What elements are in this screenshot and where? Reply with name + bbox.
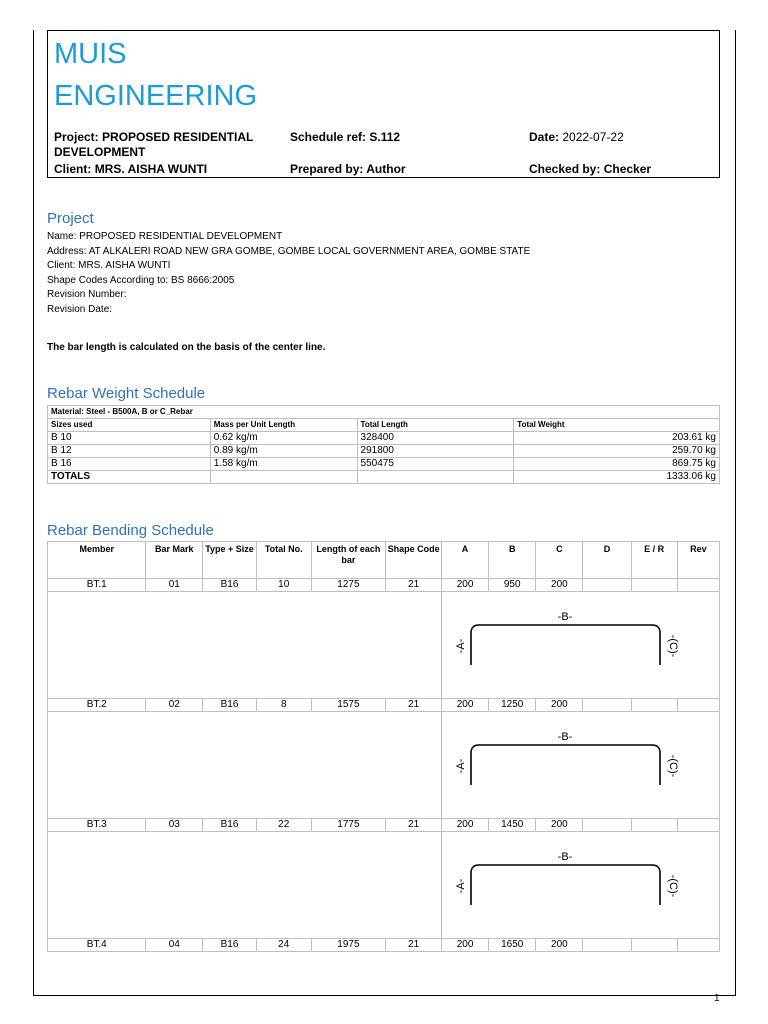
header-cell: Total Weight: [514, 419, 720, 432]
header-cell: Type + Size: [203, 542, 257, 579]
checked-label: Checked by:: [529, 162, 601, 176]
shape-label-c: -(C)-: [666, 754, 679, 778]
length-cell: 328400: [357, 432, 514, 445]
bending-cell: [677, 579, 719, 592]
bending-cell: [583, 579, 631, 592]
bending-cell: 200: [536, 579, 583, 592]
weight-cell: 203.61 kg: [514, 432, 720, 445]
bending-cell: 200: [441, 819, 488, 832]
bending-cell: [583, 819, 631, 832]
size-cell: B 10: [48, 432, 211, 445]
mass-cell: 0.62 kg/m: [210, 432, 357, 445]
header-cell: Mass per Unit Length: [210, 419, 357, 432]
shape-row: [48, 832, 720, 939]
shape-blank-cell: [48, 592, 442, 699]
company-line-2: ENGINEERING: [54, 80, 258, 112]
bending-cell: [583, 699, 631, 712]
prepared-label: Prepared by:: [290, 162, 364, 176]
project-value: PROPOSED RESIDENTIAL DEVELOPMENT: [54, 130, 254, 159]
bending-cell: 10: [256, 579, 311, 592]
bending-cell: 02: [146, 699, 203, 712]
weight-row: [48, 445, 720, 458]
bending-cell: 21: [386, 699, 442, 712]
bending-cell: [677, 819, 719, 832]
project-info: [47, 230, 530, 317]
shape-21-diagram: [442, 593, 719, 697]
company-name: [54, 33, 257, 117]
length-cell: 291800: [357, 445, 514, 458]
date-label: Date:: [529, 130, 560, 144]
bending-cell: 21: [386, 819, 442, 832]
bending-cell: [631, 579, 677, 592]
bending-row: [48, 819, 720, 832]
bending-cell: B16: [203, 579, 257, 592]
bending-cell: B16: [203, 699, 257, 712]
bending-schedule-title: Rebar Bending Schedule: [47, 522, 214, 539]
header-checked: [529, 162, 651, 177]
bending-cell: [631, 939, 677, 952]
client-label: Client:: [54, 162, 92, 176]
bending-cell: 1450: [489, 819, 536, 832]
weight-schedule-title: Rebar Weight Schedule: [47, 385, 206, 402]
shape-21-diagram: [442, 713, 719, 817]
header-cell: Length of each bar: [311, 542, 386, 579]
weight-cell: 869.75 kg: [514, 458, 720, 471]
checked-value: Checker: [603, 162, 652, 176]
shape-label-c: -(C)-: [666, 634, 679, 658]
shape-label-b: -B-: [557, 851, 573, 863]
mass-cell: 0.89 kg/m: [210, 445, 357, 458]
header-cell: B: [489, 542, 536, 579]
project-section-title: Project: [47, 210, 94, 227]
bending-cell: 200: [536, 939, 583, 952]
shape-diagram-cell: [441, 832, 719, 939]
shape-row: [48, 592, 720, 699]
bending-cell: BT.4: [48, 939, 146, 952]
info-line: Name: PROPOSED RESIDENTIAL DEVELOPMENT: [47, 231, 283, 242]
bending-cell: 1975: [311, 939, 386, 952]
bending-cell: B16: [203, 819, 257, 832]
bending-cell: 950: [489, 579, 536, 592]
bending-cell: 24: [256, 939, 311, 952]
date-value: 2022-07-22: [562, 130, 624, 144]
size-cell: B 16: [48, 458, 211, 471]
bending-cell: [677, 939, 719, 952]
totals-label: TOTALS: [48, 471, 211, 484]
bending-row: [48, 579, 720, 592]
info-line: Revision Date:: [47, 303, 113, 315]
header-cell: Sizes used: [48, 419, 211, 432]
header-cell: Bar Mark: [146, 542, 203, 579]
weight-row: [48, 458, 720, 471]
header-cell: A: [441, 542, 488, 579]
shape-label-b: -B-: [557, 611, 573, 623]
bending-cell: BT.1: [48, 579, 146, 592]
bending-cell: B16: [203, 939, 257, 952]
shape-label-a: -A-: [454, 758, 467, 774]
info-line: Shape Codes According to: BS 8666:2005: [47, 274, 235, 286]
shape-21-diagram: [442, 833, 719, 937]
shape-diagram-cell: [441, 592, 719, 699]
weight-cell: 259.70 kg: [514, 445, 720, 458]
mass-cell: 1.58 kg/m: [210, 458, 357, 471]
bending-cell: 01: [146, 579, 203, 592]
project-label: Project:: [54, 130, 99, 144]
schedule-label: Schedule ref:: [290, 130, 367, 144]
bending-cell: [631, 819, 677, 832]
bending-cell: 22: [256, 819, 311, 832]
header-date: [529, 130, 624, 145]
bending-cell: BT.3: [48, 819, 146, 832]
bending-cell: 200: [441, 699, 488, 712]
header-cell: Total Length: [357, 419, 514, 432]
bending-cell: 8: [256, 699, 311, 712]
bending-cell: 1575: [311, 699, 386, 712]
shape-blank-cell: [48, 832, 442, 939]
shape-row: [48, 712, 720, 819]
bending-cell: 21: [386, 939, 442, 952]
header-client: [54, 162, 207, 177]
header-schedule: [290, 130, 400, 145]
length-cell: 550475: [357, 458, 514, 471]
bending-cell: 200: [441, 579, 488, 592]
totals-value: 1333.06 kg: [514, 471, 720, 484]
info-line: Address: AT ALKALERI ROAD NEW GRA GOMBE, GOMBE LOCAL GOVERNMENT AREA, GOMBE STATE: [47, 245, 531, 257]
header-cell: Total No.: [256, 542, 311, 579]
shape-label-a: -A-: [454, 878, 467, 894]
client-value: MRS. AISHA WUNTI: [94, 162, 208, 176]
shape-label-a: -A-: [454, 638, 467, 654]
shape-blank-cell: [48, 712, 442, 819]
weight-row: [48, 432, 720, 445]
bar-shape-path: [471, 865, 660, 905]
header-cell: Shape Code: [386, 542, 442, 579]
bending-cell: BT.2: [48, 699, 146, 712]
header-cell: D: [583, 542, 631, 579]
material-row: [48, 406, 720, 419]
bending-cell: 1275: [311, 579, 386, 592]
header-cell: Rev: [677, 542, 719, 579]
bending-cell: 1650: [489, 939, 536, 952]
schedule-value: S.112: [369, 130, 401, 144]
bending-schedule-table: [47, 541, 720, 952]
bending-cell: [631, 699, 677, 712]
bending-cell: 200: [536, 819, 583, 832]
totals-row: [48, 471, 720, 484]
prepared-value: Author: [366, 162, 406, 176]
weight-schedule-table: [47, 405, 720, 484]
header-cell: E / R: [631, 542, 677, 579]
bending-cell: 200: [536, 699, 583, 712]
bending-cell: 21: [386, 579, 442, 592]
header-prepared: [290, 162, 406, 177]
size-cell: B 12: [48, 445, 211, 458]
weight-header-row: [48, 419, 720, 432]
bending-cell: 200: [441, 939, 488, 952]
header-cell: Member: [48, 542, 146, 579]
bending-cell: [677, 699, 719, 712]
bending-cell: 1250: [489, 699, 536, 712]
bending-row: [48, 699, 720, 712]
header-cell: C: [536, 542, 583, 579]
bending-header-row: [48, 542, 720, 579]
bending-row: [48, 939, 720, 952]
bar-shape-path: [471, 625, 660, 665]
bending-cell: [583, 939, 631, 952]
bending-cell: 03: [146, 819, 203, 832]
shape-label-b: -B-: [557, 731, 573, 743]
company-line-1: MUIS: [54, 38, 127, 70]
info-line: Revision Number:: [47, 289, 127, 300]
bending-cell: 04: [146, 939, 203, 952]
shape-label-c: -(C)-: [666, 874, 679, 898]
page-number: 1: [714, 993, 720, 1004]
bending-cell: 1775: [311, 819, 386, 832]
info-line: Client: MRS. AISHA WUNTI: [47, 260, 171, 271]
header-project: [54, 130, 284, 160]
bar-shape-path: [471, 745, 660, 785]
shape-diagram-cell: [441, 712, 719, 819]
bar-length-note: The bar length is calculated on the basis of the center line.: [47, 342, 326, 353]
material-cell: Material: Steel - B500A, B or C_Rebar: [48, 406, 720, 419]
